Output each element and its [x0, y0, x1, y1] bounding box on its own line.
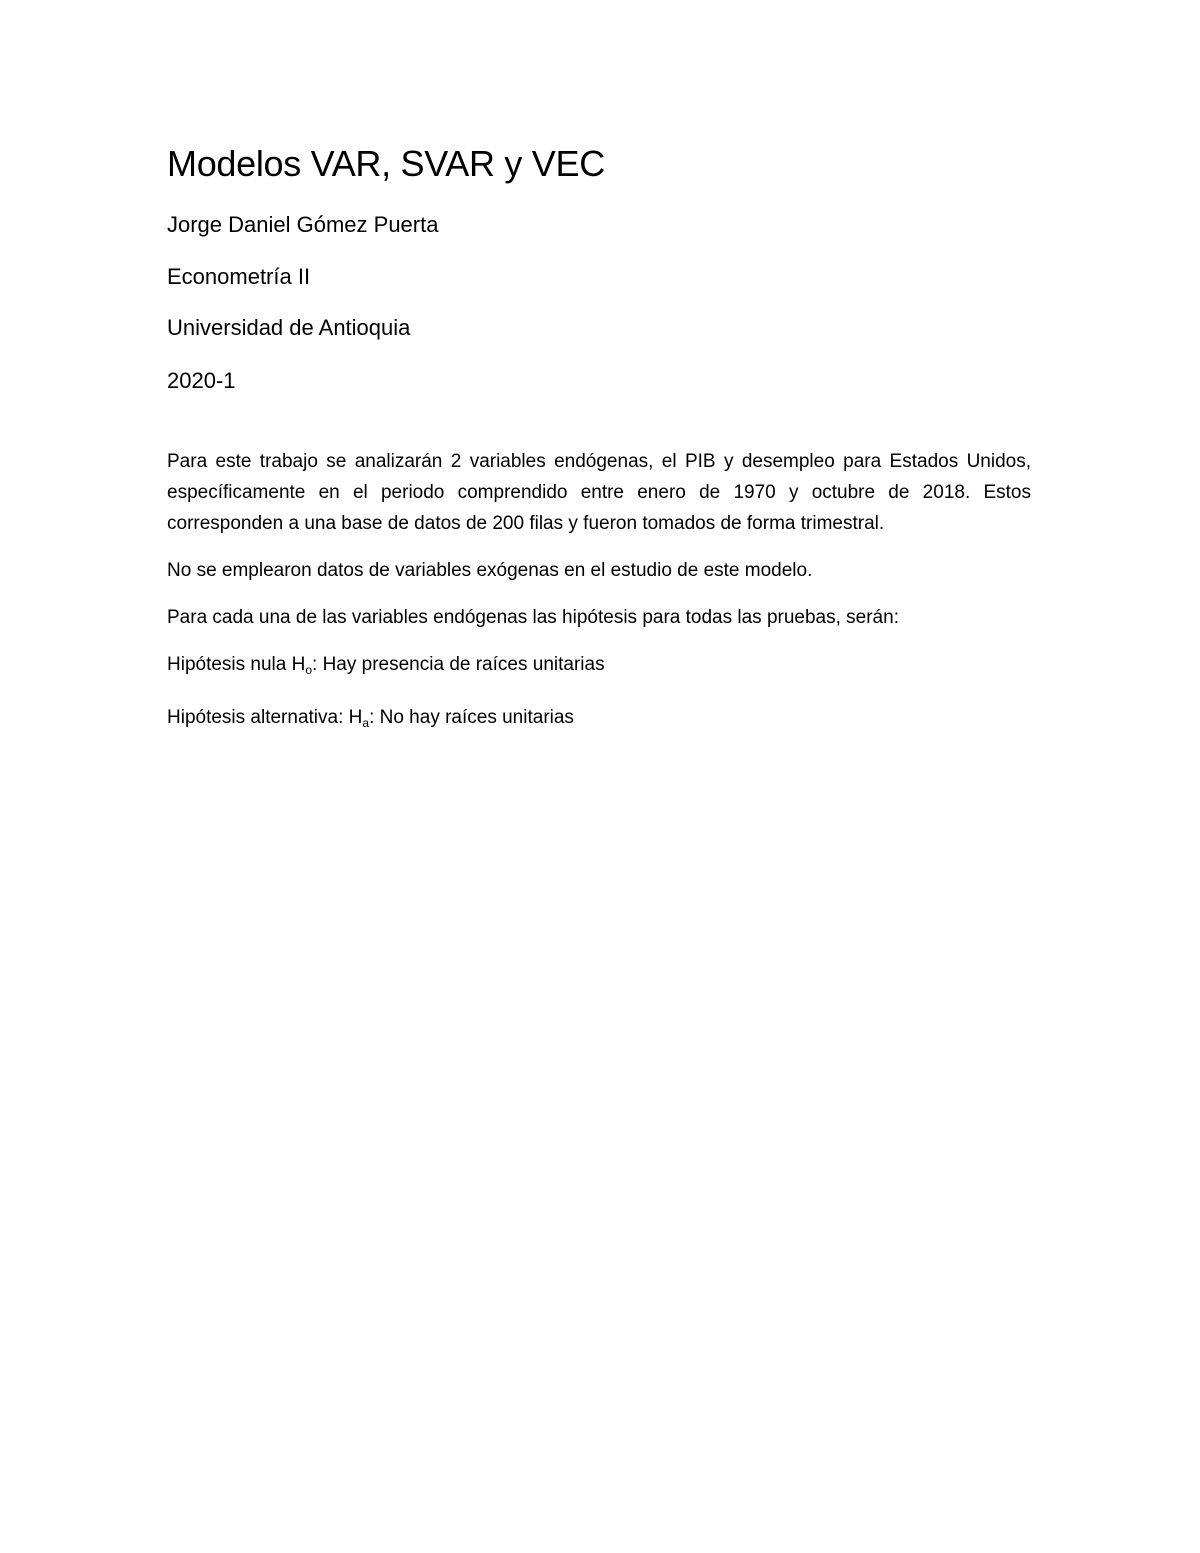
- null-hypothesis-prefix: Hipótesis nula H: [167, 654, 306, 675]
- document-title: Modelos VAR, SVAR y VEC: [167, 143, 605, 184]
- null-hypothesis-text: : Hay presencia de raíces unitarias: [312, 654, 605, 675]
- null-hypothesis-subscript: o: [305, 663, 313, 677]
- alternative-hypothesis: [167, 702, 1031, 739]
- document-content: [167, 140, 1031, 739]
- alternative-hypothesis-text: : No hay raíces unitarias: [369, 707, 574, 728]
- course-name: Econometría II: [167, 264, 311, 289]
- university-name: Universidad de Antioquia: [167, 315, 411, 340]
- exogenous-paragraph: No se emplearon datos de variables exógenas en el estudio de este modelo.: [167, 560, 813, 581]
- null-hypothesis: [167, 649, 1031, 686]
- academic-term: 2020-1: [167, 368, 236, 393]
- alternative-hypothesis-prefix: Hipótesis alternativa: H: [167, 707, 363, 728]
- hypotheses-intro-paragraph: Para cada una de las variables endógenas las hipótesis para todas las pruebas, serán:: [167, 607, 899, 628]
- intro-paragraph: Para este trabajo se analizarán 2 variables endógenas, el PIB y desempleo para Estados Unidos, específicamente en el periodo comprendido entre enero de 1970 y octubre de 2018. Estos corresponden a una base de datos de 200 filas y fueron tomados de forma trimestral.: [167, 451, 1031, 534]
- alternative-hypothesis-subscript: a: [362, 716, 370, 730]
- author-name: Jorge Daniel Gómez Puerta: [167, 212, 439, 237]
